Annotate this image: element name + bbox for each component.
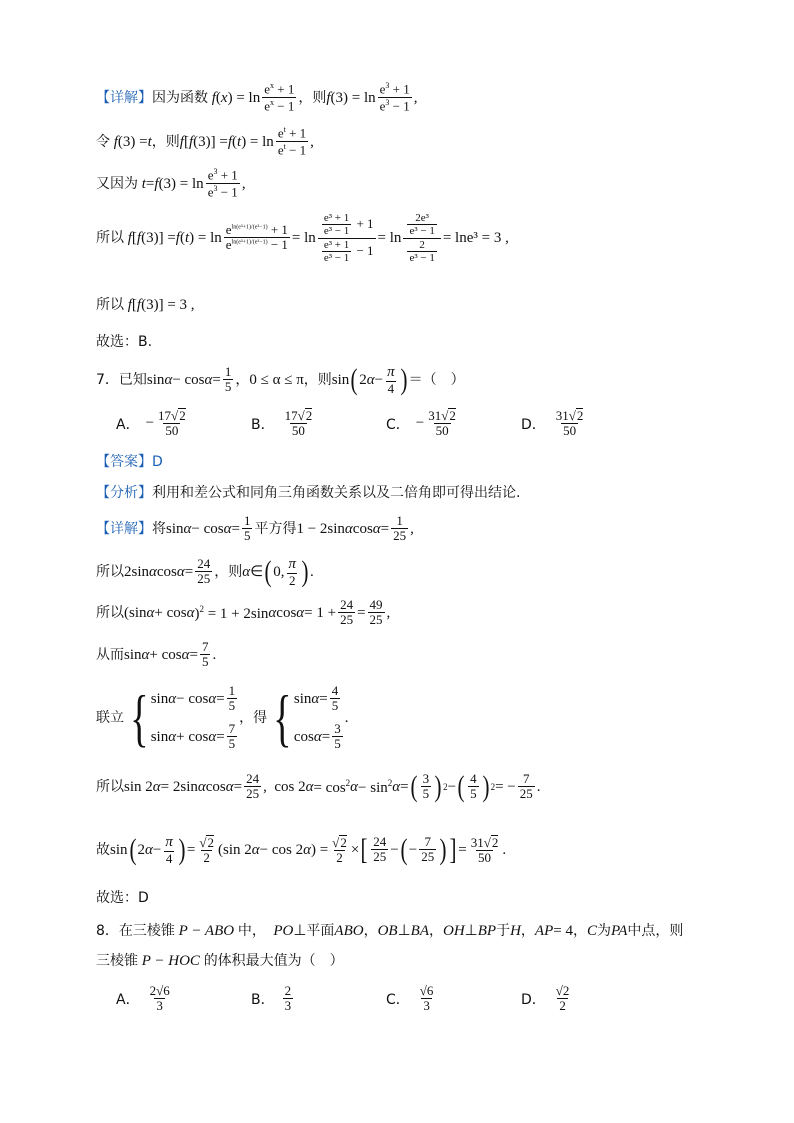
q7-detail-line6: 所以 sin 2 α = 2sin α cos α = $\frac{24}{25}$ , cos 2 α = $\cos^2$ α − $\sin^2$ α = ( $\frac{3}{5}$ ) 2 − ( $\frac{4}{5}$ ) 2 = − $\frac{7}{25}$ . <box>96 770 541 804</box>
q7-option-c[interactable]: C． − $\frac{31√2}{50}$ <box>386 408 456 439</box>
q7-option-b[interactable]: B． $\frac{17√2}{50}$ <box>251 408 313 439</box>
q8-option-d[interactable]: D． $\frac{√2}{2}$ <box>521 983 570 1014</box>
q8-stem-line1: 8．在三棱锥 P − ABO 中， PO ⊥ 平面 ABO ， OB ⊥ BA ， OH ⊥ BP 于 H ， AP = 4 ， C 为 PA 中点，则 <box>96 922 684 939</box>
q8-option-b[interactable]: B． $\frac{2}{3}$ <box>251 983 292 1014</box>
q7-analysis: 【分析】 利用和差公式和同角三角函数关系以及二倍角即可得出结论. <box>96 485 521 501</box>
q7-answer: 【答案】D <box>96 454 163 470</box>
q7-option-d[interactable]: D． $\frac{31√2}{50}$ <box>521 408 584 439</box>
q6-detail-line4: 所以 f [ f (3)] = f ( t ) = ln $\frac{e^{ln(e^3+1)/(e^3-1)} + 1}{e^{ln(e^3+1)/(e^3-1)} - 1}$ = ln $\frac{\text{e³ + 1}}{\text{e³ − 1}}$ + 1 $\frac{\text{e³ + 1}}{\text{e³ − 1}}$ − 1 = ln $\frac{\frac{\text{2e³}}{\text{e³ − 1}}}{\frac{2}{\text{e³ − 1}}}$ = lne³ = 3 , <box>96 212 509 264</box>
q8-stem-line2: 三棱锥 P − HOC 的体积最大值为（ ） <box>96 952 344 969</box>
detail-tag: 【详解】 <box>96 89 152 106</box>
q7-option-a[interactable]: A． − $\frac{17√2}{50}$ <box>116 408 186 439</box>
q7-options <box>116 408 656 439</box>
q7-detail-line3: 所以 (sin α + cos α )$^2$ = 1 + 2sin α cos α = 1 + $\frac{24}{25}$ = $\frac{49}{25}$ , <box>96 597 391 628</box>
q7-detail-line2: 所以 2sin α cos α = $\frac{24}{25}$ ，则 α ∈ ( 0, $\frac{\pi}{2}$ ) . <box>96 555 314 589</box>
q6-choose: 故选：B. <box>96 334 153 350</box>
q6-detail-line5: 所以 f [ f (3)] = 3 , <box>96 296 195 313</box>
q7-detail-line7: 故 sin ( 2 α − $\frac{\pi}{4}$ ) = $\frac{√2}{2}$ (sin 2 α − cos 2 α ) = $\frac{√2}{2}$ × [ $\frac{24}{25}$ − ( − $\frac{7}{25}$ ) ] = $\frac{31√2}{50}$ . <box>96 833 507 867</box>
q6-detail-line2: 令 f (3) = t ，则 f [ f (3)] = f ( t ) = ln $\frac{e^t + 1}{e^t - 1}$ , <box>96 125 314 157</box>
q7-detail-line5: 联立 { sin α − cos α = $\frac{1}{5}$ sin α + cos α = $\frac{7}{5}$ ，得 { sin α = $\frac{4}{5}$ cos α = $\frac{3}{5}$ . <box>96 682 349 753</box>
q7-choose: 故选：D <box>96 890 149 906</box>
q8-option-a[interactable]: A． $\frac{2√6}{3}$ <box>116 983 170 1014</box>
q8-option-c[interactable]: C． $\frac{√6}{3}$ <box>386 983 434 1014</box>
q7-stem: 7．已知 sin α − cos α = $\frac{1}{5}$ ， 0 ≤ α ≤ π ，则 sin ( 2 α − $\frac{\pi}{4}$ ) ＝（ ） <box>96 363 465 397</box>
q8-options <box>116 984 656 1014</box>
q7-detail-line1: 【详解】 将 sin α − cos α = $\frac{1}{5}$ 平方得 1 − 2sin α cos α = $\frac{1}{25}$ , <box>96 513 414 544</box>
q7-detail-line4: 从而 sin α + cos α = $\frac{7}{5}$ . <box>96 639 217 670</box>
q6-detail-line1: 【详解】 因为函数 f ( x ) = ln $\frac{e^x + 1}{e^x - 1}$ ，则 f (3) = ln $\frac{e^3 + 1}{e^3 - 1}$ , <box>96 81 418 113</box>
fraction: $\frac{e^x + 1}{e^x - 1}$ <box>264 81 295 113</box>
q6-detail-line3: 又因为 t = f (3) = ln $\frac{e^3 + 1}{e^3 - 1}$ , <box>96 167 246 199</box>
